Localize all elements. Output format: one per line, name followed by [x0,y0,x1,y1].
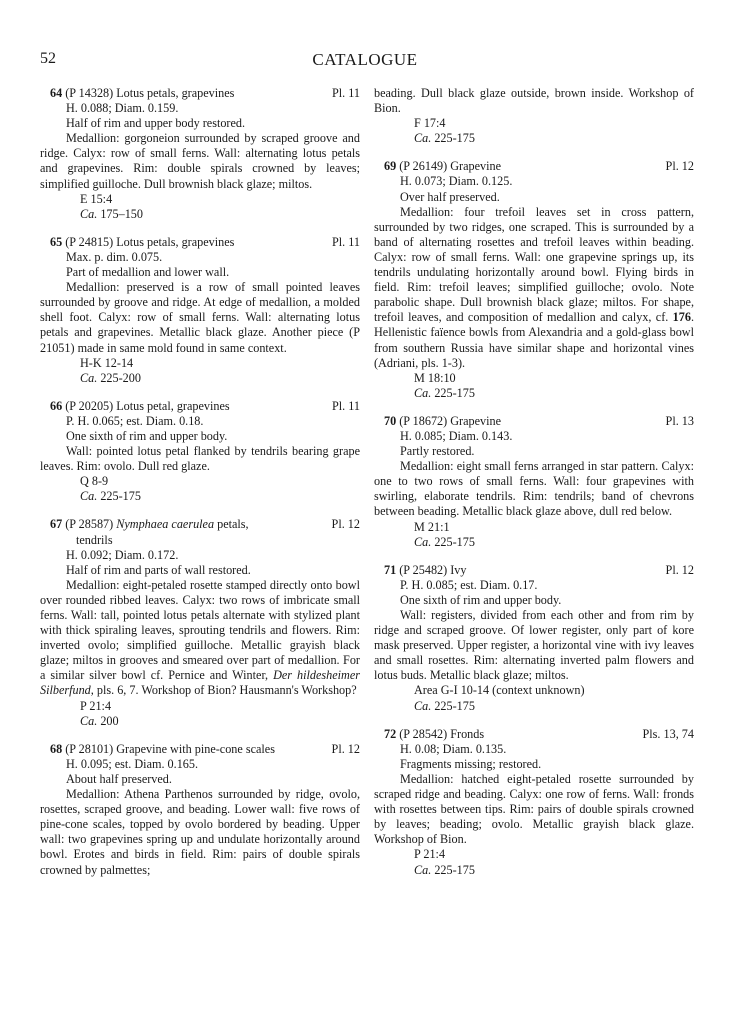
plate-ref: Pl. 12 [331,517,360,532]
catalogue-entry-68-continued [374,86,694,146]
date: Ca. 225-175 [414,385,475,400]
date: Ca. 225-175 [414,698,475,713]
right-column [374,86,694,891]
dimensions: H. 0.08; Diam. 0.135. [400,741,507,756]
description: Medallion: eight small ferns arranged in star pattern. Calyx: one to two rows of small ferns. Wall: four grapevines with swirling, elaborate tendrils. Rim: tendrils; band of chevrons between beading. Metallic black glaze above, dull red below. [374,459,694,519]
catalogue-entry-64 [40,86,360,222]
entry-heading [40,742,360,757]
entry-title: (P 28101) Grapevine with pine-cone scales [65,741,275,756]
preservation: Half of rim and parts of wall restored. [66,562,251,577]
entry-number: 67 [50,517,63,532]
plate-ref: Pl. 13 [665,413,694,428]
cited-work: Der hildesheimer Silberfund, [40,668,360,698]
cross-reference: 176 [672,310,691,325]
entry-number: 69 [384,159,397,174]
description: Medallion: hatched eight-petaled rosette surrounded by scraped ridge and beading. Calyx: one row of ferns. Wall: fronds with rosettes between tips. Rim: pairs of double spirals crowned by leaves; beading; ovolo. Metallic grayish black glaze. Workshop of Bion. [374,771,694,847]
entry-number: 70 [384,413,397,428]
date: Ca. 225-175 [414,534,475,549]
entry-heading [40,399,360,414]
preservation: Over half preserved. [400,189,500,204]
dimensions: H. 0.085; Diam. 0.143. [400,428,513,443]
entry-title-line2: tendrils [76,532,113,547]
entry-heading: 67 (P 28587) Nymphaea caerulea petals, Pl. 12 [50,517,360,532]
preservation: About half preserved. [66,771,172,786]
left-column [40,86,360,878]
entry-title: (P 24815) Lotus petals, grapevines [65,234,235,249]
dimensions: H. 0.092; Diam. 0.172. [66,547,179,562]
context: M 18:10 [414,370,456,385]
entry-number: 65 [50,234,63,249]
running-head: CATALOGUE [312,50,418,69]
entry-heading [40,235,360,250]
catalogue-entry-68 [40,742,360,878]
catalogue-entry-71 [374,563,694,714]
entry-title: (P 28542) Fronds [399,726,485,741]
plate-ref: Pls. 13, 74 [642,726,694,741]
catalogue-entry-69 [374,159,694,401]
date: Ca. 225-175 [414,131,475,146]
context: Q 8-9 [80,474,109,489]
preservation: Fragments missing; restored. [400,756,542,771]
entry-title: (P 20205) Lotus petal, grapevines [65,398,230,413]
page-header [40,50,690,74]
entry-title: (P 26149) Grapevine [399,159,501,174]
catalogue-entry-67 [40,517,360,728]
entry-heading [374,414,694,429]
context: H-K 12-14 [80,355,134,370]
dimensions: H. 0.073; Diam. 0.125. [400,174,513,189]
plate-ref: Pl. 12 [331,741,360,756]
context: E 15:4 [80,191,113,206]
entry-title: (P 14328) Lotus petals, grapevines [65,86,235,100]
preservation: Half of rim and upper body restored. [66,116,246,131]
dimensions: Max. p. dim. 0.075. [66,249,163,264]
dimensions: H. 0.095; est. Diam. 0.165. [66,756,199,771]
dimensions: H. 0.088; Diam. 0.159. [66,101,179,116]
context: P 21:4 [80,698,112,713]
description: Medallion: four trefoil leaves set in cross pattern, surrounded by two ridges, one scraped. This is surrounded by a band of alternating rosettes and trefoil leaves within beading. Calyx: row of small ferns. Wall: one grapevine springs up, its tendrils undulating horizontally around bowl. Flying birds in field. Rim: trefoil leaves; simplified guilloche; ovolo. Note parabolic shape. Dull brownish black glaze; miltos. For shape, trefoil leaves, and composition of medallion and calyx, cf. 176. Hellenistic faïence bowls from Alexandria and a gold-glass bowl from southern Russia have similar shape and horizontal vines (Adriani, pls. 1-3). [374,204,694,370]
entry-heading [40,86,360,101]
date: Ca. 225-175 [414,862,475,877]
catalogue-entry-70 [374,414,694,550]
description: Medallion: gorgoneion surrounded by scraped groove and ridge. Calyx: row of small ferns. Wall: alternating lotus petals and grapevines. Rim: double spirals crowned by leaves; simplified guilloche. Dull brownish black glaze; miltos. [40,131,360,191]
description: Medallion: Athena Parthenos surrounded by ridge, ovolo, rosettes, scraped groove, and beading. Lower wall: five rows of pine-cone scales, topped by ovolo bordered by beading. Upper wall: two grapevines spring up and undulate horizontally around bowl. Erotes and birds in field. Rim: pairs of double spirals crowned by palmettes; [40,787,360,877]
context: M 21:1 [414,519,450,534]
description: Medallion: preserved is a row of small pointed leaves surrounded by groove and ridge. At edge of medallion, a molded shell foot. Calyx: row of small ferns. Wall: alternating lotus petals and grapevines. Metallic black glaze. Another piece (P 21051) made in same mold found in same context. [40,280,360,355]
entry-number: 72 [384,726,397,741]
preservation: Partly restored. [400,444,475,459]
entry-number: 68 [50,741,63,756]
plate-ref: Pl. 12 [665,159,694,174]
context: Area G-I 10-14 (context unknown) [414,683,585,698]
plate-ref: Pl. 11 [332,398,360,413]
dimensions: P. H. 0.085; est. Diam. 0.17. [400,577,538,592]
plate-ref: Pl. 11 [332,234,360,249]
catalogue-entry-66 [40,399,360,505]
context: P 21:4 [414,847,446,862]
page-number: 52 [40,50,56,67]
entry-title: (P 18672) Grapevine [399,413,501,428]
plate-ref: Pl. 12 [665,562,694,577]
preservation: One sixth of rim and upper body. [400,592,562,607]
entry-number: 71 [384,562,397,577]
preservation: Part of medallion and lower wall. [66,265,230,280]
date: Ca. 225-175 [80,489,141,504]
date: Ca. 175–150 [80,206,143,221]
catalogue-entry-65 [40,235,360,386]
date: Ca. 200 [80,713,119,728]
description: Wall: pointed lotus petal flanked by tendrils bearing grape leaves. Rim: ovolo. Dull red glaze. [40,444,360,474]
description-continued: beading. Dull black glaze outside, brown inside. Workshop of Bion. [374,86,694,116]
catalogue-entry-72 [374,727,694,878]
description: Medallion: eight-petaled rosette stamped directly onto bowl over rounded ribbed leaves. Calyx: two rows of imbricate small ferns. Wall: tall, pointed lotus petals alternate with stylized plant with thick spiraling leaves, sprouting tendrils and flowers. Rim: inverted ovolo; simplified guilloche. Metallic grayish black glaze; miltos in grooves and smeared over part of medallion. For a similar silver bowl cf. Pernice and Winter, Der hildesheimer Silberfund, pls. 6, 7. Workshop of Bion? Hausmann's Workshop? [40,577,360,698]
context: F 17:4 [414,116,446,131]
entry-number: 66 [50,398,63,413]
entry-title: (P 25482) Ivy [399,562,467,577]
date: Ca. 225-200 [80,370,141,385]
description: Wall: registers, divided from each other and from rim by ridge and scraped groove. Of lower register, only part of kore mask preserved. Upper register, a horizontal vine with ivy leaves and small rosettes. Rim: alternating inverted palm flowers and lotus buds. Metallic black glaze; miltos. [374,608,694,683]
entry-heading [374,727,694,742]
entry-heading [374,159,694,174]
plate-ref: Pl. 11 [332,86,360,100]
entry-number: 64 [50,86,63,100]
entry-heading [374,563,694,578]
entry-title-italic: Nymphaea caerulea [116,517,215,532]
dimensions: P. H. 0.065; est. Diam. 0.18. [66,413,204,428]
preservation: One sixth of rim and upper body. [66,428,228,443]
